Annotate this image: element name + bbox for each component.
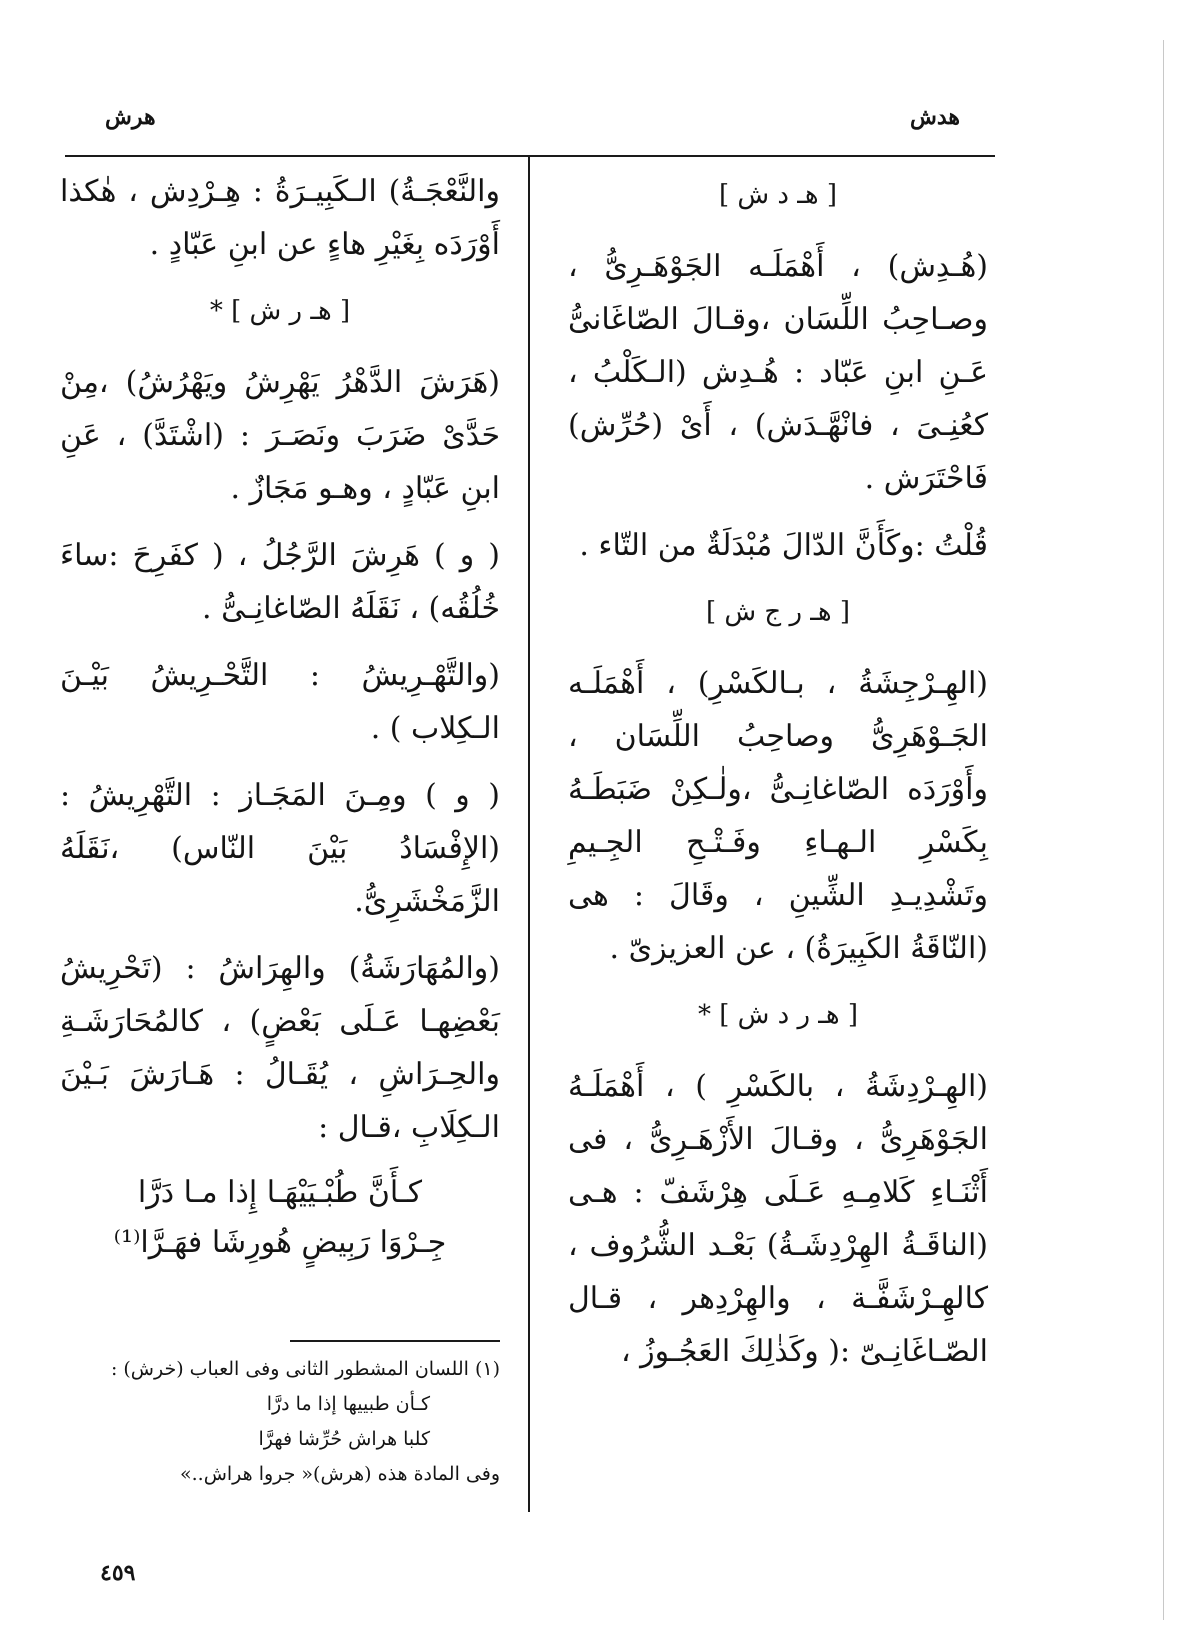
- footnote-line: (١) اللسان المشطور الثانى وفى العباب (خرش) :: [110, 1358, 500, 1380]
- entry-paragraph: (هَرَشَ الدَّهْرُ يَهْرِشُ ويَهْرُشُ) ،مِنْ حَدَّىْ ضَرَبَ ونَصَـرَ : (اشْتَدَّ) ، عَنِ ابنِ عَبّادٍ ، وهـو مَجَازٌ .: [60, 365, 500, 506]
- footnote-rule: [290, 1340, 500, 1342]
- footnotes: [60, 1352, 500, 1492]
- entry-paragraph: (هُـدِش) ، أَهْمَلَـه الجَوْهَـرِىُّ ، وصـاحِبُ اللِّسَان ،وقـالَ الصّاغَانىُّ عَـنِ ابنِ عَبّاد : هُـدِش (الـكَلْبُ ، كعُنِـىَ ، فانْهَّـدَش) ، أَىْ (حُرِّش) فَاحْتَرَش .: [568, 249, 988, 496]
- header-rule: [65, 155, 995, 157]
- left-column: [60, 165, 500, 1268]
- entry-heading: [ هـ د ش ]: [719, 180, 837, 210]
- entry-paragraph: (والمُهَارَشَةُ) والهِرَاشُ : (تَحْرِيشُ بَعْضِهـا عَـلَى بَعْضٍ) ، كالمُحَارَشَـةِ والحِـرَاشِ ، يُقَـالُ : هَـارَشَ بَـيْنَ الـكِلَابِ ،قـال :: [60, 951, 500, 1145]
- entry-paragraph: ( و ) ومِـنَ المَجَـاز : التَّهْرِيشُ : (الإِفْسَادُ بَيْنَ النّاس) ،نَقَلَهُ الزَّمَخْشَرِىُّ.: [60, 778, 500, 919]
- right-column: [568, 165, 988, 1392]
- entry-heading: [ هـ ر ج ش ]: [705, 597, 850, 627]
- footnote-line: كلبا هراش حُرِّشا فهرَّا: [258, 1428, 430, 1450]
- entry-paragraph: ( و ) هَرِشَ الرَّجُلُ ، ( كفَرِحَ :ساءَ خُلُقُه) ، نَقَلَهُ الصّاغانِـىُّ .: [60, 538, 500, 626]
- footnote-line: كـأن طبييها إذا ما درَّا: [266, 1393, 430, 1415]
- running-head-left: هرش: [105, 104, 156, 130]
- entry-paragraph: (الهِـرْدِشَةُ ، بالكَسْرِ ) ، أَهْمَلَـهُ الجَوْهَرِىُّ ، وقـالَ الأَزْهَـرِىُّ ، فى أَثْنَـاءِ كَلامِـهِ عَـلَى هِرْشَفّ : هـى (الناقَـةُ الهِرْدِشَـةُ) بَعْـد الشُّرُوف ، كالهِـرْشَفَّـة ، والهِرْدِهر ، قـال الصّـاغَانِـىّ :( وكَذٰلِكَ العَجُـوزُ ،: [568, 1069, 988, 1369]
- running-head-right: هدش: [909, 104, 960, 130]
- page-number: ٤٥٩: [100, 1560, 136, 1586]
- footnote-line: وفى المادة هذه (هرش)« جروا هراش..»: [179, 1463, 500, 1485]
- column-divider: [528, 157, 530, 1512]
- entry-paragraph: قُلْتُ :وكَأَنَّ الدّالَ مُبْدَلَةٌ من التّاء .: [579, 528, 988, 563]
- entry-paragraph: والنَّعْجَـةُ) الـكَبِيـرَةُ : هِـرْدِش ، هٰكذا أَوْرَدَه بِغَيْرِ هاءٍ عن ابنِ عَبّادٍ .: [60, 174, 500, 262]
- entry-paragraph: (الهِـرْجِشَةُ ، بـالكَسْرِ) ، أَهْمَلَـه الجَـوْهَرِىُّ وصاحِبُ اللِّسَان ، وأَوْرَدَه الصّاغانِـىُّ ،ولٰـكِنْ ضَبَطَـهُ بِكَسْرِ الـهـاءِ وفَـتْـحِ الجِـيمِ وتَشْدِيـدِ الشِّينِ ، وقَالَ : هى (النّاقَةُ الكَبِيرَةُ) ، عن العزيزىّ .: [568, 666, 988, 966]
- page-edge-line: [1163, 40, 1164, 1620]
- verse-line: جِـرْوَا رَبِيضٍ هُورِشَا فهَـرَّا⁽¹⁾: [113, 1225, 447, 1260]
- entry-heading: [ هـ ر ش ] *: [209, 296, 351, 326]
- entry-paragraph: (والتَّهْـرِيشُ : التَّحْـرِيشُ بَيْـنَ الـكِلاب ) .: [60, 658, 500, 746]
- verse-line: كـأَنَّ طُبْـيَيْهَـا إِذا مـا دَرَّا: [137, 1175, 423, 1210]
- entry-heading: [ هـ ر د ش ] *: [697, 1000, 859, 1030]
